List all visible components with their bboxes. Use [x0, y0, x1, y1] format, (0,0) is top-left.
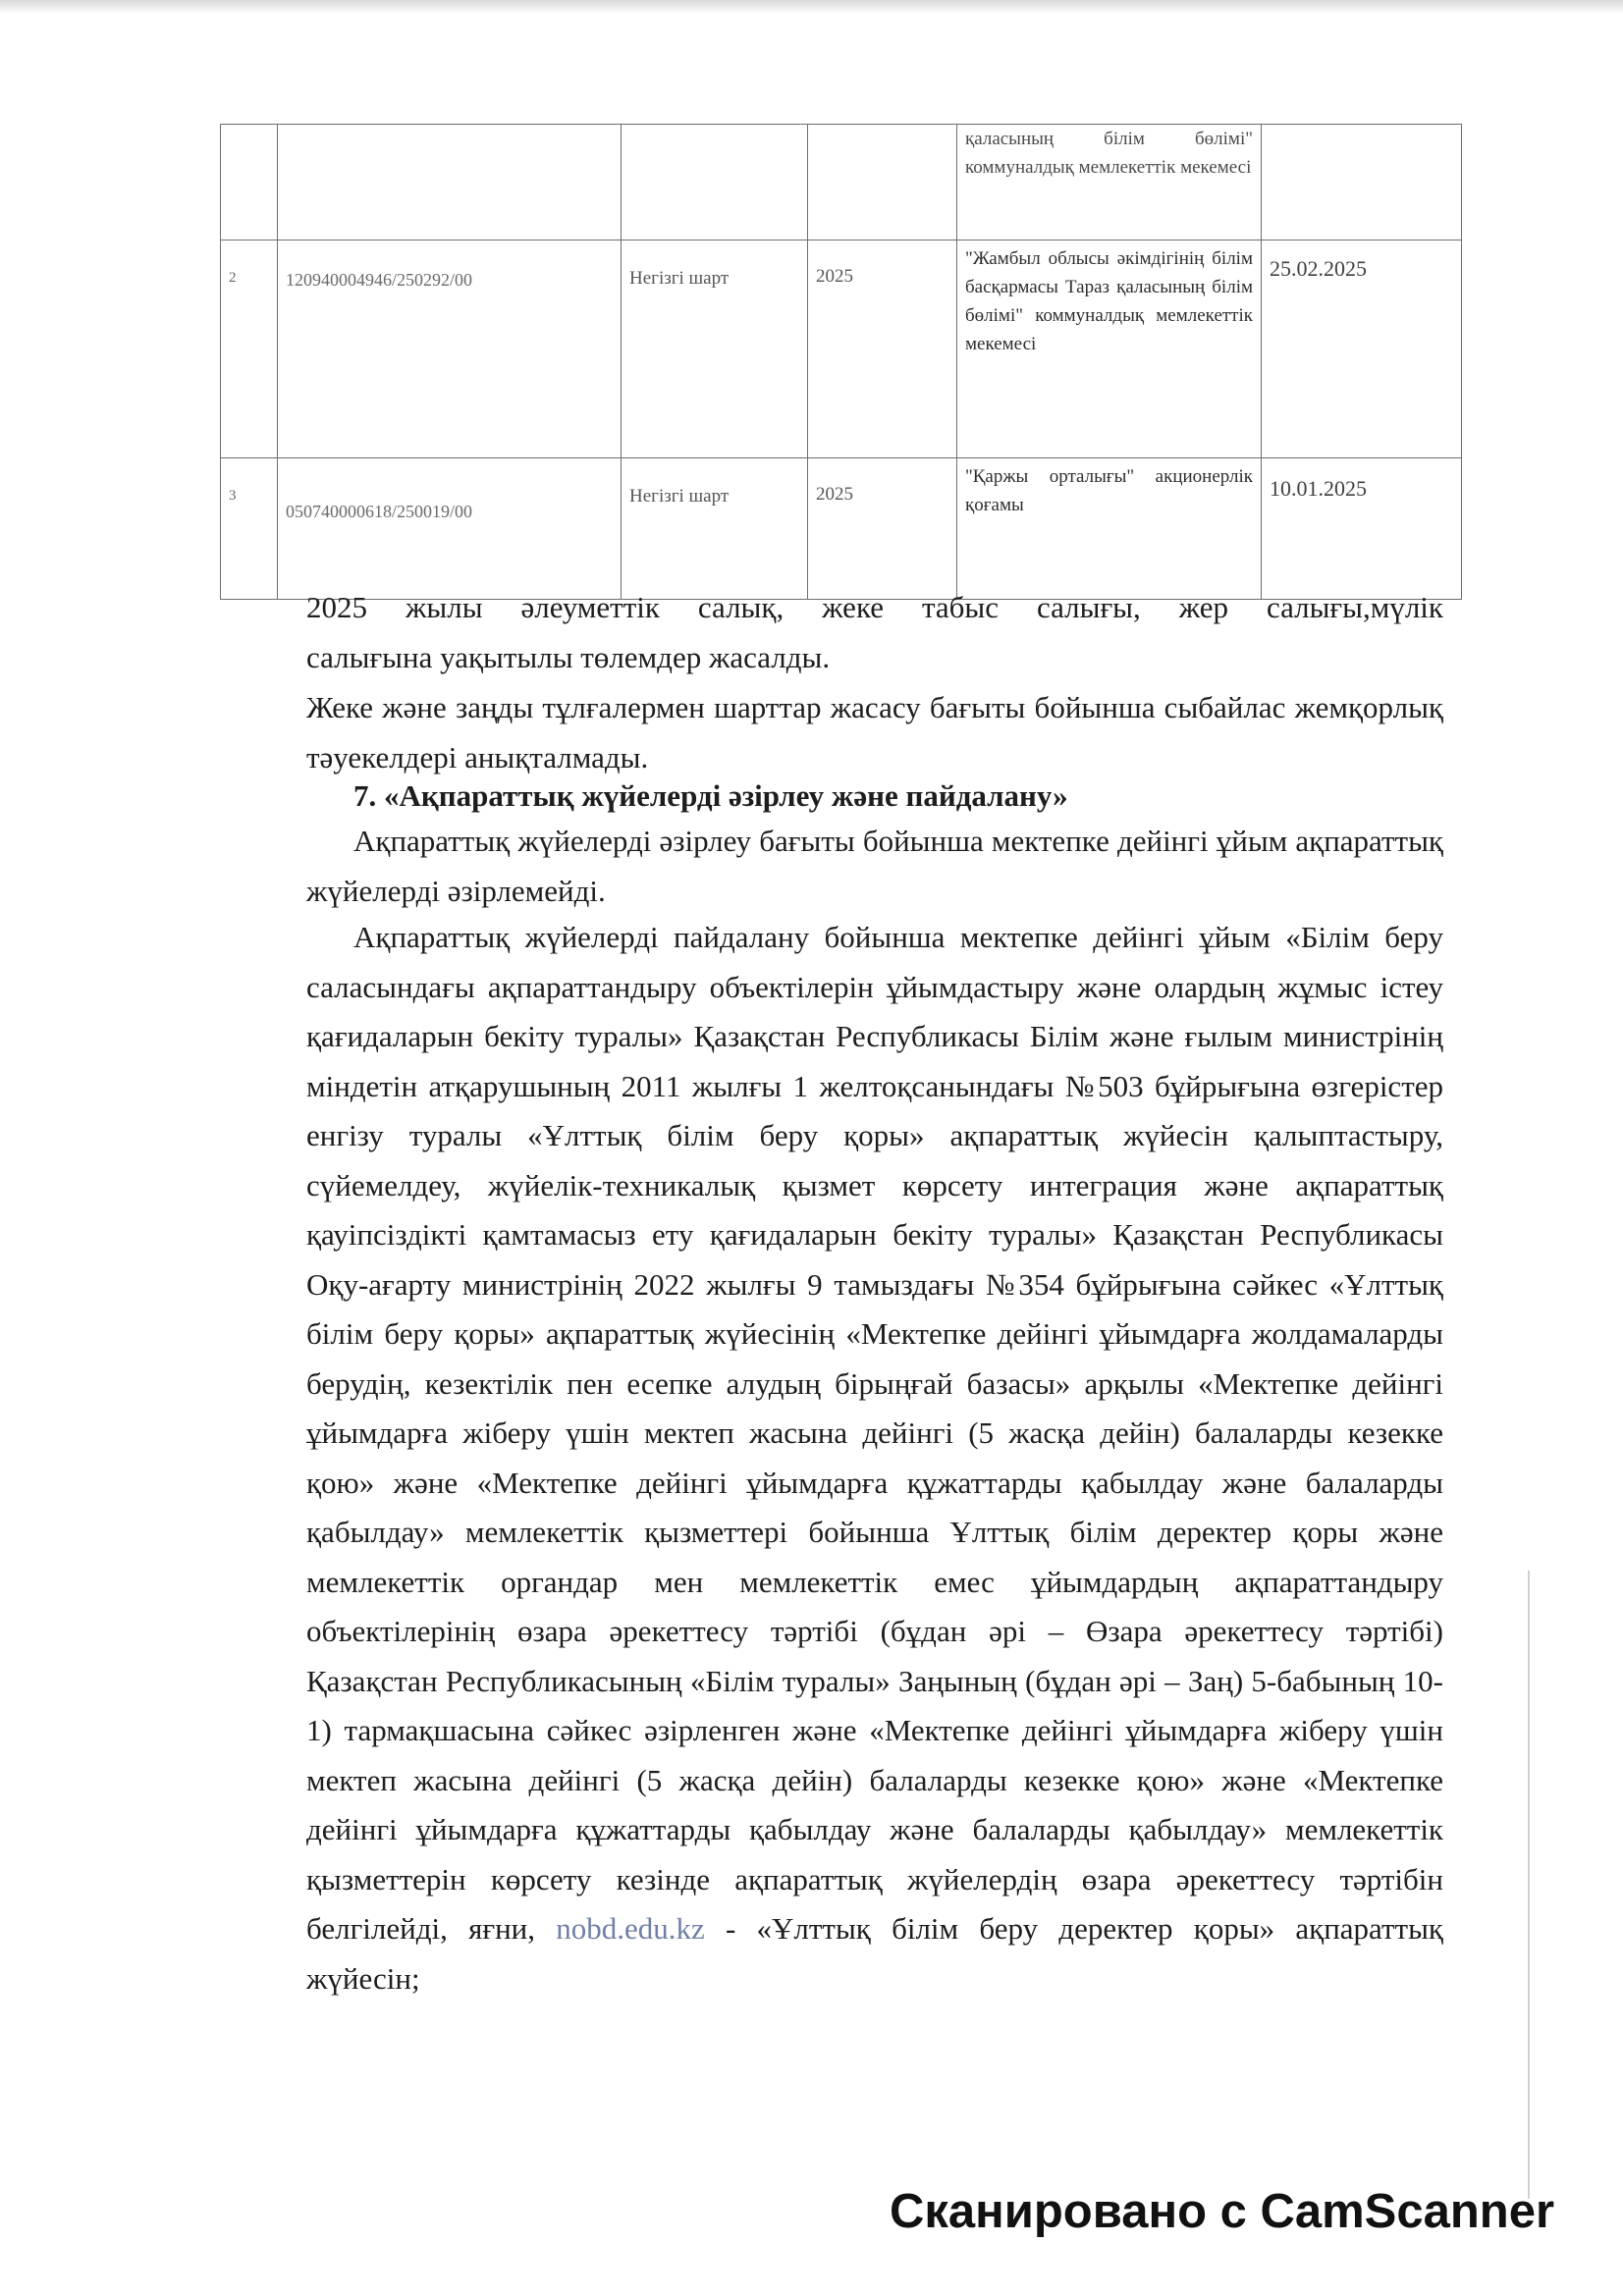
counterparty: қаласының білім бөлімі" коммуналдық мемлекеттік мекемесі: [957, 125, 1262, 240]
nobd-link[interactable]: nobd.edu.kz: [556, 1911, 705, 1946]
counterparty: "Қаржы орталығы" акционерлік қоғамы: [957, 458, 1262, 600]
scan-right-edge: [1528, 1571, 1530, 2199]
contract-type: Негізгі шарт: [622, 458, 808, 600]
contracts-table: [220, 124, 1462, 600]
usage-paragraph: [306, 913, 1443, 2003]
paragraph-line: салығына уақытылы төлемдер жасалды.: [306, 639, 831, 674]
corruption-risks-paragraph: Жеке және заңды тұлғалермен шарттар жасасу бағыты бойынша сыбайлас жемқорлық тәуекелдері анықталмады.: [306, 690, 1443, 774]
contract-number: 050740000618/250019/00: [278, 458, 622, 600]
usage-text-end: - «Ұлттық білім беру деректер қоры» ақпараттық жүйесін;: [306, 1911, 1443, 1996]
table-row: [221, 240, 1462, 458]
row-number: 2: [221, 240, 278, 458]
scan-top-shadow: [0, 0, 1623, 14]
contract-date: 10.01.2025: [1262, 458, 1462, 600]
contract-type: [622, 125, 808, 240]
contract-type: Негізгі шарт: [622, 240, 808, 458]
paragraph-line: 2025 жылы әлеуметтік салық, жеке табыс салығы, жер салығы,мүлік: [306, 590, 1443, 624]
contract-year: 2025: [808, 458, 957, 600]
contract-number: [278, 125, 622, 240]
development-paragraph: Ақпараттық жүйелерді әзірлеу бағыты бойынша мектепке дейінгі ұйым ақпараттық жүйелерді әзірлемейді.: [306, 824, 1443, 908]
table-row: [221, 458, 1462, 600]
row-number: [221, 125, 278, 240]
tax-payments-paragraph: [306, 583, 1443, 682]
usage-text: Ақпараттық жүйелерді пайдалану бойынша мектепке дейінгі ұйым «Білім беру саласындағы ақпараттандыру объектілерін ұйымдастыру және олардың жұмыс істеу қағидаларын бекіту туралы» Қазақстан Республикасы Білім және ғылым министрінің міндетін атқарушының 2011 жылғы 1 желтоқсанындағы №503 бұйрығына өзгерістер енгізу туралы «Ұлттық білім беру қоры» ақпараттық жүйесін қалыптастыру, сүйемелдеу, жүйелік-техникалық қызмет көрсету интеграция және ақпараттық қауіпсіздікті қамтамасыз ету қағидаларын бекіту туралы» Қазақстан Республикасы Оқу-ағарту министрінің 2022 жылғы 9 тамыздағы №354 бұйрығына сәйкес «Ұлттық білім беру қоры» ақпараттық жүйесінің «Мектепке дейінгі ұйымдарға жолдамаларды берудің, кезектілік пен есепке алудың бірыңғай базасы» арқылы «Мектепке дейінгі ұйымдарға жіберу үшін мектеп жасына дейінгі (5 жасқа дейін) балаларды кезекке қою» және «Мектепке дейінгі ұйымдарға құжаттарды қабылдау және балаларды қабылдау» мемлекеттік қызметтері бойынша Ұлттық білім деректер қоры және мемлекеттік органдар мен мемлекеттік емес ұйымдардың ақпараттандыру объектілерінің өзара әрекеттесу тәртібі (бұдан әрі – Өзара әрекеттесу тәртібі) Қазақстан Республикасының «Білім туралы» Заңының (бұдан әрі – Заң) 5-бабының 10-1) тармақшасына сәйкес әзірленген және «Мектепке дейінгі ұйымдарға жіберу үшін мектеп жасына дейінгі (5 жасқа дейін) балаларды кезекке қою» және «Мектепке дейінгі ұйымдарға құжаттарды қабылдау және балаларды қабылдау» мемлекеттік қызметтерін көрсету кезінде ақпараттық жүйелердің өзара әрекеттесу тәртібін белгілейді, яғни,: [306, 920, 1443, 1946]
section-heading: 7. «Ақпараттық жүйелерді әзірлеу және пайдалану»: [353, 778, 1068, 813]
row-number: 3: [221, 458, 278, 600]
contract-date: 25.02.2025: [1262, 240, 1462, 458]
contract-number: 120940004946/250292/00: [278, 240, 622, 458]
counterparty: "Жамбыл облысы әкімдігінің білім басқармасы Тараз қаласының білім бөлімі" коммуналдық мемлекеттік мекемесі: [957, 240, 1262, 458]
contract-date: [1262, 125, 1462, 240]
contract-year: [808, 125, 957, 240]
table-row: [221, 125, 1462, 240]
contract-year: 2025: [808, 240, 957, 458]
camscanner-watermark: Сканировано с CamScanner: [890, 2185, 1555, 2238]
